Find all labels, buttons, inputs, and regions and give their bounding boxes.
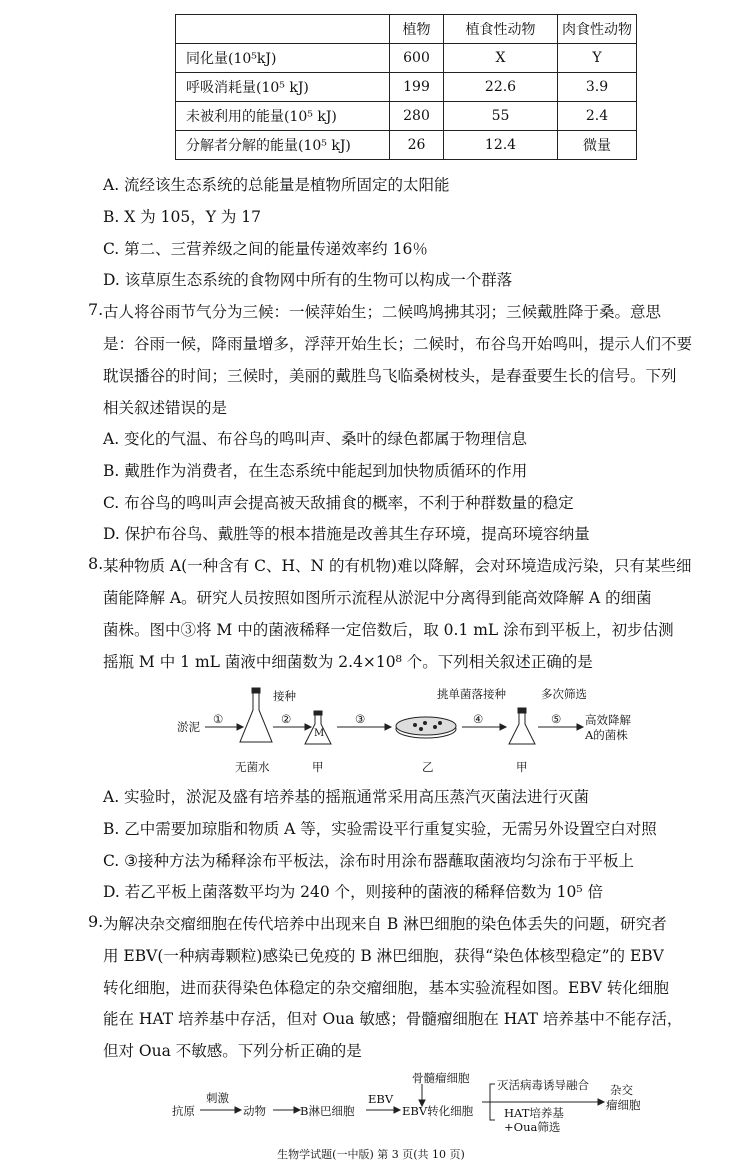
q7-stem-line: 耽误播谷的时间；三候时，美丽的戴胜鸟飞临桑树枝头，是春蚕要生长的信号。下列 [103, 367, 677, 385]
diagram-step-5: ⑤ [551, 712, 562, 726]
diagram-step-3: ③ [355, 712, 366, 726]
diagram-label-sterile-water: 无菌水 [235, 760, 270, 774]
q8-option-b[interactable]: B. 乙中需要加琼脂和物质 A 等，实验需设平行重复实验，无需另外设置空白对照 [103, 820, 657, 838]
flask-icon [240, 688, 272, 742]
diagram-end-line1: 高效降解 [585, 713, 631, 727]
q9-stem-line: 但对 Oua 不敏感。下列分析正确的是 [103, 1042, 362, 1060]
q9-flow-diagram [170, 1068, 670, 1138]
q8-option-c[interactable]: C. ③接种方法为稀释涂布平板法，涂布时用涂布器蘸取菌液均匀涂布于平板上 [103, 852, 635, 870]
energy-table [175, 14, 637, 160]
q9-stem-line: 用 EBV(一种病毒颗粒)感染已免疫的 B 淋巴细胞，获得“染色体核型稳定”的 EBV [103, 947, 664, 965]
flow-hybrid-line1: 杂交 [610, 1083, 633, 1097]
table-cell: 199 [390, 73, 444, 102]
diagram-flask-m: M [314, 728, 325, 739]
table-cell: X [444, 44, 558, 73]
table-cell: 22.6 [444, 73, 558, 102]
table-header-cell: 植食性动物 [444, 15, 558, 44]
q7-option-b[interactable]: B. 戴胜作为消费者，在生态系统中能起到加快物质循环的作用 [103, 462, 528, 480]
q7-option-a[interactable]: A. 变化的气温、布谷鸟的鸣叫声、桑叶的绿色都属于物理信息 [103, 430, 528, 448]
table-cell: 2.4 [558, 102, 637, 131]
table-cell: 3.9 [558, 73, 637, 102]
table-row [176, 102, 637, 131]
flow-fusion: 灭活病毒诱导融合 [497, 1078, 589, 1092]
q9-stem-line: 为解决杂交瘤细胞在传代培养中出现来自 B 淋巴细胞的染色体丢失的问题，研究者 [103, 915, 667, 933]
table-cell: 未被利用的能量(10⁵ kJ) [176, 102, 390, 131]
diagram-step-1: ① [213, 712, 224, 726]
petri-dish-icon [396, 717, 456, 738]
table-header-row [176, 15, 637, 44]
diagram-label-screening: 多次筛选 [541, 687, 587, 701]
diagram-label-sludge: 淤泥 [177, 720, 200, 734]
table-row [176, 131, 637, 160]
table-cell: 26 [390, 131, 444, 160]
table-cell: 12.4 [444, 131, 558, 160]
q6-option-d[interactable]: D. 该草原生态系统的食物网中所有的生物可以构成一个群落 [103, 271, 513, 289]
flow-animal: 动物 [243, 1104, 266, 1118]
q8-option-a[interactable]: A. 实验时，淤泥及盛有培养基的摇瓶通常采用高压蒸汽灭菌法进行灭菌 [103, 788, 590, 806]
q7-option-c[interactable]: C. 布谷鸟的鸣叫声会提高被天敌捕食的概率，不利于种群数量的稳定 [103, 494, 574, 512]
table-cell: 55 [444, 102, 558, 131]
flow-myeloma: 骨髓瘤细胞 [412, 1071, 470, 1085]
q7-number: 7. [88, 300, 104, 319]
table-cell: 呼吸消耗量(10⁵ kJ) [176, 73, 390, 102]
table-header-cell: 肉食性动物 [558, 15, 637, 44]
q8-option-d[interactable]: D. 若乙平板上菌落数平均为 240 个，则接种的菌液的稀释倍数为 10⁵ 倍 [103, 883, 603, 901]
q8-stem-line: 菌能降解 A。研究人员按照如图所示流程从淤泥中分离得到能高效降解 A 的细菌 [103, 589, 652, 607]
q7-option-d[interactable]: D. 保护布谷鸟、戴胜等的根本措施是改善其生存环境，提高环境容纳量 [103, 525, 590, 543]
flow-oua: +Oua筛选 [504, 1120, 561, 1134]
q8-stem-line: 某种物质 A(一种含有 C、H、N 的有机物)难以降解，会对环境造成污染，只有某些细 [103, 557, 692, 575]
table-cell: 280 [390, 102, 444, 131]
flow-hybrid-line2: 瘤细胞 [606, 1098, 641, 1112]
diagram-step-2: ② [281, 712, 292, 726]
q9-number: 9. [88, 912, 104, 931]
table-header-cell: 植物 [390, 15, 444, 44]
table-row [176, 44, 637, 73]
q6-option-a[interactable]: A. 流经该生态系统的总能量是植物所固定的太阳能 [103, 176, 450, 194]
table-cell: Y [558, 44, 637, 73]
q9-stem-line: 能在 HAT 培养基中存活，但对 Oua 敏感；骨髓瘤细胞在 HAT 培养基中不能存活， [103, 1010, 683, 1028]
q8-stem-line: 摇瓶 M 中 1 mL 菌液中细菌数为 2.4×10⁸ 个。下列相关叙述正确的是 [103, 653, 593, 671]
diagram-label-pick-colony: 挑单菌落接种 [437, 687, 506, 701]
table-header-cell [176, 15, 390, 44]
flow-bcell: B淋巴细胞 [300, 1104, 355, 1118]
table-cell: 微量 [558, 131, 637, 160]
page-footer: 生物学试题(一中版) 第 3 页(共 10 页) [277, 1148, 465, 1161]
q6-option-b[interactable]: B. X 为 105，Y 为 17 [103, 208, 262, 226]
q8-stem-line: 菌株。图中③将 M 中的菌液稀释一定倍数后，取 0.1 mL 涂布到平板上，初步估测 [103, 621, 674, 639]
q6-option-c[interactable]: C. 第二、三营养级之间的能量传递效率约 16％ [103, 240, 428, 258]
diagram-label-jia: 甲 [312, 760, 324, 774]
flask-icon [509, 708, 535, 744]
diagram-label-inoculate: 接种 [273, 689, 296, 703]
table-cell: 600 [390, 44, 444, 73]
diagram-label-jia-2: 甲 [516, 760, 528, 774]
table-row [176, 73, 637, 102]
diagram-step-4: ④ [473, 712, 484, 726]
flow-ebv-cell: EBV转化细胞 [402, 1104, 474, 1118]
flow-stimulate: 刺激 [206, 1091, 229, 1105]
q8-number: 8. [88, 554, 104, 573]
diagram-label-yi: 乙 [422, 760, 434, 774]
diagram-end-line2: A的菌株 [585, 728, 628, 742]
flow-ebv: EBV [368, 1092, 394, 1106]
q8-flow-diagram [175, 682, 675, 782]
flow-antigen: 抗原 [172, 1104, 195, 1118]
flow-hat: HAT培养基 [504, 1106, 564, 1120]
q7-stem-line: 相关叙述错误的是 [103, 399, 228, 417]
q7-stem-line: 是：谷雨一候，降雨量增多，浮萍开始生长；二候时，布谷鸟开始鸣叫，提示人们不要 [103, 335, 693, 353]
q7-stem-line: 古人将谷雨节气分为三候：一候萍始生；二候鸣鸠拂其羽；三候戴胜降于桑。意思 [103, 303, 662, 321]
table-cell: 分解者分解的能量(10⁵ kJ) [176, 131, 390, 160]
q9-stem-line: 转化细胞，进而获得染色体稳定的杂交瘤细胞，基本实验流程如图。EBV 转化细胞 [103, 979, 669, 997]
table-cell: 同化量(10⁵kJ) [176, 44, 390, 73]
